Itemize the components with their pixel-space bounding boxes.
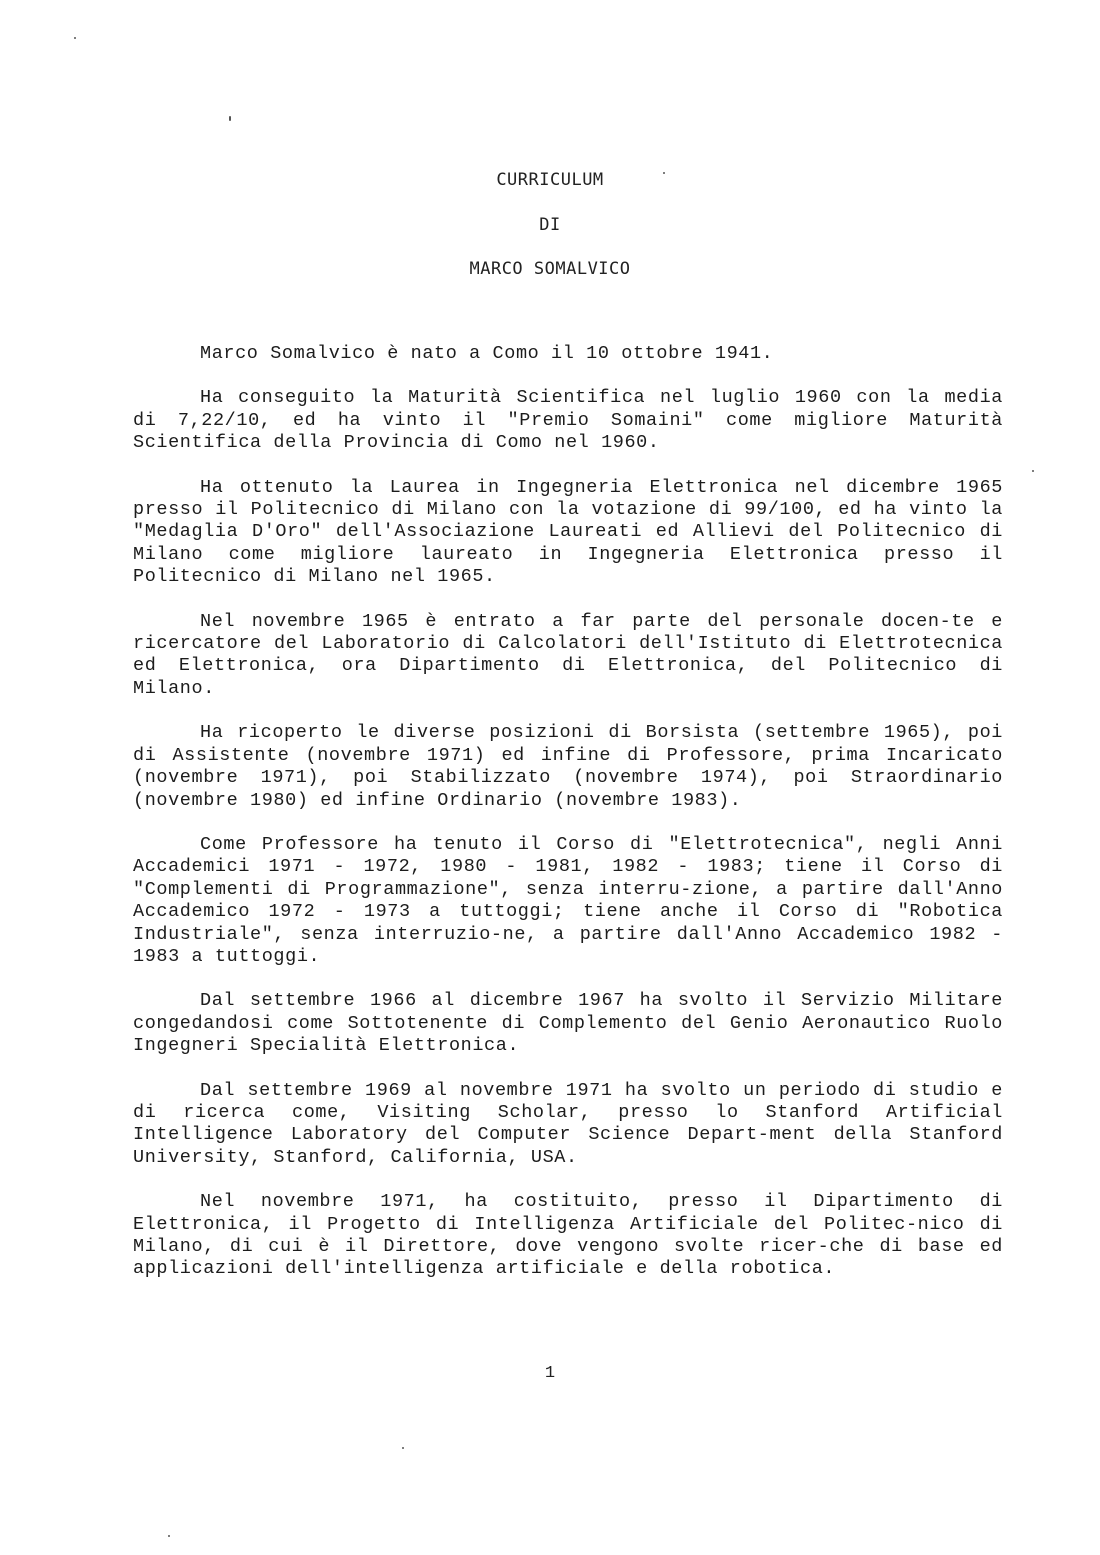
scan-speck [168, 1535, 170, 1537]
paragraph-progetto-ia: Nel novembre 1971, ha costituito, presso il Dipartimento di Elettronica, il Progetto di Intelligenza Artificiale del Politec-nico di Milano, di cui è il Direttore, dove vengono svolte ricer-che di base ed applicazioni dell'intelligenza artificiale e della robotica. [133, 1191, 1003, 1280]
scan-speck [402, 1447, 404, 1449]
scan-speck [229, 116, 231, 121]
paragraph-laurea: Ha ottenuto la Laurea in Ingegneria Elettronica nel dicembre 1965 presso il Politecnico di Milano con la votazione di 99/100, ed ha vinto la "Medaglia D'Oro" dell'Associazione Laureati ed Allievi del Politecnico di Milano come migliore laureato in Ingegneria Elettronica presso il Politecnico di Milano nel 1965. [133, 476, 1003, 588]
page-number: 1 [544, 1364, 556, 1383]
document-title-preposition: DI [539, 215, 561, 235]
paragraph-personale-docente: Nel novembre 1965 è entrato a far parte del personale docen-te e ricercatore del Laboratorio di Calcolatori dell'Istituto di Elettrotecnica ed Elettronica, ora Dipartimento di Elettronica, del Politecnico di Milano. [133, 610, 1003, 699]
paragraph-stanford: Dal settembre 1969 al novembre 1971 ha svolto un periodo di studio e di ricerca come, Visiting Scholar, presso lo Stanford Artificial Intelligence Laboratory del Computer Science Depart-ment della Stanford University, Stanford, California, USA. [133, 1079, 1003, 1168]
paragraph-maturita: Ha conseguito la Maturità Scientifica nel luglio 1960 con la media di 7,22/10, ed ha vinto il "Premio Somaini" come migliore Maturità Scientifica della Provincia di Como nel 1960. [133, 387, 1003, 454]
scan-speck [74, 37, 76, 39]
document-body [133, 343, 1003, 1303]
scan-speck [1032, 470, 1034, 472]
paragraph-posizioni: Ha ricoperto le diverse posizioni di Borsista (settembre 1965), poi di Assistente (novembre 1971) ed infine di Professore, prima Incaricato (novembre 1971), poi Stabilizzato (novembre 1974), poi Straordinario (novembre 1980) ed infine Ordinario (novembre 1983). [133, 722, 1003, 811]
scan-speck [663, 172, 665, 174]
paragraph-servizio-militare: Dal settembre 1966 al dicembre 1967 ha svolto il Servizio Militare congedandosi come Sottotenente di Complemento del Genio Aeronautico Ruolo Ingegneri Specialità Elettronica. [133, 990, 1003, 1057]
paragraph-corsi: Come Professore ha tenuto il Corso di "Elettrotecnica", negli Anni Accademici 1971 - 1972, 1980 - 1981, 1982 - 1983; tiene il Corso di "Complementi di Programmazione", senza interru-zione, a partire dall'Anno Accademico 1972 - 1973 a tuttoggi; tiene anche il Corso di "Robotica Industriale", senza interruzio-ne, a partire dall'Anno Accademico 1982 - 1983 a tuttoggi. [133, 833, 1003, 967]
document-author-name: MARCO SOMALVICO [469, 259, 631, 279]
document-title: CURRICULUM [496, 170, 604, 190]
paragraph-birth: Marco Somalvico è nato a Como il 10 ottobre 1941. [200, 343, 774, 364]
